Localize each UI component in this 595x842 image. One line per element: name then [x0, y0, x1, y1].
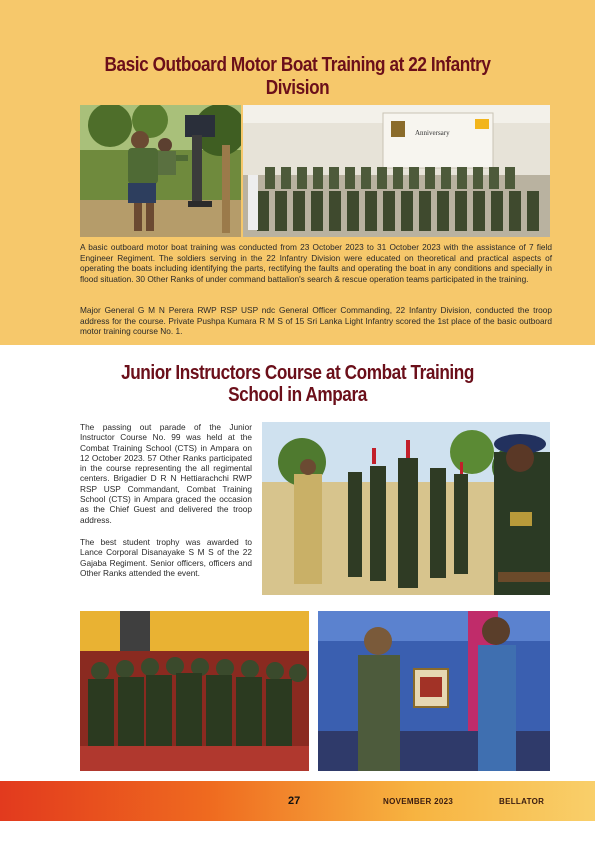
- article1-title: Basic Outboard Motor Boat Training at 22 Infantry Division: [104, 54, 491, 99]
- magazine-name: BELLATOR: [499, 797, 545, 806]
- article1-paragraph-1: A basic outboard motor boat training was conducted from 23 October 2023 to 31 October 2023 with the assistance of 7 field Engineer Regiment. The soldiers serving in the 22 Infantry Division were educated on theoretical and practical aspects of operating the boats including identifying the parts, rectifying the faults and operating the boat in any conditions and specially in flood situation. 30 Other Ranks of under command battalion's search & rescue operation teams participated in the training.: [80, 242, 552, 284]
- article2-paragraph-1: The passing out parade of the Junior Instructor Course No. 99 was held at the Combat Training School (CTS) in Ampara on 12 October 2023. 57 Other Ranks participated in the course representing the all regimental centers. Brigadier D R N Hettiarachchi RWP RSP USP Commandant, Combat Training School (CTS) in Ampara graced the occasion as the Chief Guest and delivered the troop address.: [80, 422, 252, 525]
- audience-photo: [80, 611, 309, 771]
- outboard-motor-photo: [80, 105, 241, 237]
- trophy-presentation-photo: [318, 611, 550, 771]
- page-number: 27: [288, 795, 301, 807]
- article1-paragraph-2: Major General G M N Perera RWP RSP USP ndc General Officer Commanding, 22 Infantry Division, conducted the troop address for the course. Private Pushpa Kumara R M S of 15 Sri Lanka Light Infantry scored the 1st place of the basic outboard motor training course No. 1.: [80, 305, 552, 337]
- passing-out-parade-photo: [262, 422, 550, 595]
- group-photo: [243, 105, 550, 237]
- article2-paragraph-2: The best student trophy was awarded to Lance Corporal Disanayake S M S of the 22 Gajaba Regiment. Senior officers, officers and Other Ranks attended the event.: [80, 537, 252, 578]
- article2-title: Junior Instructors Course at Combat Training School in Ampara: [121, 362, 474, 406]
- banner-text: Anniversary: [415, 129, 450, 137]
- issue-date: NOVEMBER 2023: [383, 797, 454, 806]
